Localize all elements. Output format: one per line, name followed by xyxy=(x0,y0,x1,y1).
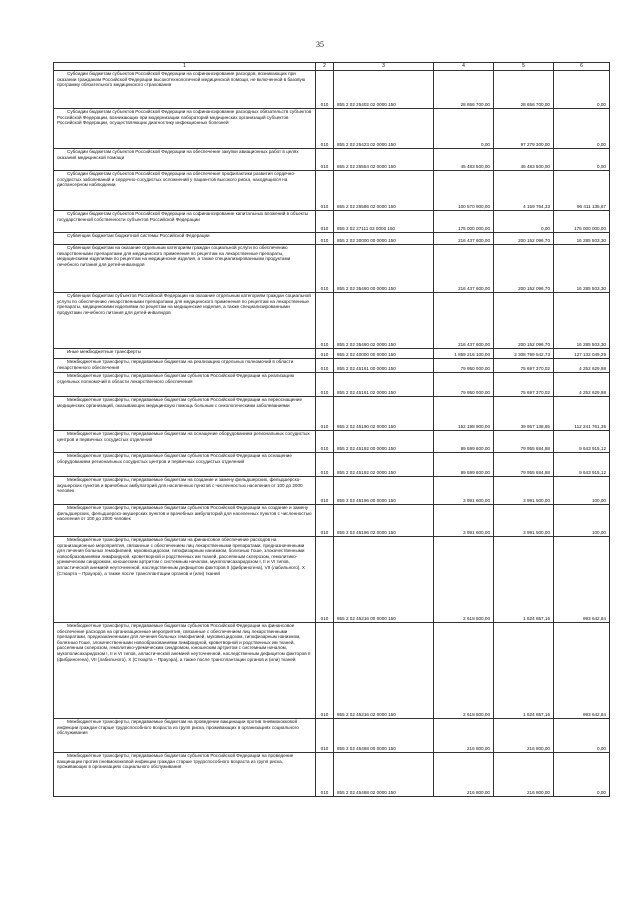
row-remainder-cell: 4 252 629,98 xyxy=(554,359,610,373)
row-plan-cell: 100 570 900,00 xyxy=(434,171,494,211)
row-plan-cell: 45 483 500,00 xyxy=(434,149,494,171)
row-code-cell: 010 xyxy=(316,211,334,233)
row-budget-code-cell: 855 2 02 30000 00 0000 150 xyxy=(334,233,434,245)
row-code-cell: 010 xyxy=(316,245,334,293)
row-code-cell: 010 xyxy=(316,149,334,171)
row-fact-cell: 75 697 370,02 xyxy=(494,373,554,397)
row-budget-code-cell: 855 2 02 45216 02 0000 150 xyxy=(334,623,434,719)
row-budget-code-cell: 855 2 02 25402 02 0000 150 xyxy=(334,71,434,109)
row-plan-cell: 216 800,00 xyxy=(434,753,494,797)
row-fact-cell: 39 957 138,65 xyxy=(494,397,554,431)
row-name-cell: Субвенции бюджетам на оказание отдельным категориям граждан социальной услуги по обеспечению лекарственными препаратами для медицинского применения по рецептам на лекарственные препараты, медицинскими изделиями по рецептам на медицинские изделия, а также специализированными продуктами лечебного питания для детей-инвалидов xyxy=(54,245,316,293)
table-row xyxy=(54,293,610,349)
row-name-cell: Межбюджетные трансферты, передаваемые бюджетам субъектов Российской Федерации на реализацию отдельных полномочий в области лекарственного обеспечения xyxy=(54,373,316,397)
row-plan-cell: 3 991 600,00 xyxy=(434,477,494,505)
header-row xyxy=(54,63,610,71)
row-remainder-cell: 16 285 503,30 xyxy=(554,233,610,245)
row-budget-code-cell: 855 2 02 45192 02 0000 150 xyxy=(334,453,434,477)
row-name-cell: Межбюджетные трансферты, передаваемые бюджетам субъектов Российской Федерации на оснащение оборудованием региональных сосудистых центров и первичных сосудистых отделений xyxy=(54,453,316,477)
row-name-cell: Межбюджетные трансферты, передаваемые бюджетам на проведение вакцинации против пневмококковой инфекции граждан старше трудоспособного возраста из групп риска, проживающих в организациях социального обслуживания xyxy=(54,719,316,753)
row-fact-cell: 79 955 684,88 xyxy=(494,431,554,453)
table-row xyxy=(54,537,610,623)
row-name-cell: Межбюджетные трансферты, передаваемые бюджетам на оснащение оборудованием региональных сосудистых центров и первичных сосудистых отделений xyxy=(54,431,316,453)
row-plan-cell: 0,00 xyxy=(434,109,494,149)
row-remainder-cell: 100,00 xyxy=(554,505,610,537)
row-code-cell: 010 xyxy=(316,349,334,359)
table-row xyxy=(54,349,610,359)
row-remainder-cell: 0,00 xyxy=(554,109,610,149)
row-name-cell: Межбюджетные трансферты, передаваемые бюджетам субъектов Российской Федерации на финансовое обеспечение расходов на организационные мероприятия, связанные с обеспечением лиц лекарственными препаратами, предназначенными для лечения больных гемофилией, муковисцидозом, гипофизарным нанизмом, болезнью Гоше, злокачественными новообразованиями лимфоидной, кроветворной и родственных им тканей, рассеянным склерозом, гемолитико-уремическим синдромом, юношеским артритом с системным началом, мукополисахаридозом I, II и VI типов, апластической анемией неуточненной, наследственным дефицитом факторов II (фибриногена), VII (лабильного), X (Стюарта – Прауэра), а также после трансплантации органов и (или) тканей xyxy=(54,623,316,719)
row-name-cell: Субсидии бюджетам субъектов Российской Федерации на софинансирование расходов, возникающих при оказании гражданам Российской Федерации высокотехнологичной медицинской помощи, не включенной в базовую программу обязательного медицинского страхования xyxy=(54,71,316,109)
row-budget-code-cell: 855 2 02 45468 00 0000 150 xyxy=(334,719,434,753)
row-remainder-cell: 993 642,84 xyxy=(554,623,610,719)
row-plan-cell: 79 950 000,00 xyxy=(434,359,494,373)
table-row xyxy=(54,397,610,431)
row-plan-cell: 3 991 600,00 xyxy=(434,505,494,537)
row-code-cell: 010 xyxy=(316,71,334,109)
row-name-cell: Межбюджетные трансферты, передаваемые бюджетам на реализацию отдельных полномочий в области лекарственного обеспечения xyxy=(54,359,316,373)
row-remainder-cell: 175 000 000,00 xyxy=(554,211,610,233)
row-code-cell: 010 xyxy=(316,453,334,477)
table-row xyxy=(54,373,610,397)
row-fact-cell: 4 159 764,33 xyxy=(494,171,554,211)
row-fact-cell: 1 624 857,16 xyxy=(494,537,554,623)
row-remainder-cell: 0,00 xyxy=(554,753,610,797)
row-plan-cell: 79 950 000,00 xyxy=(434,373,494,397)
row-fact-cell: 0,00 xyxy=(494,211,554,233)
row-budget-code-cell: 855 2 02 45196 00 0000 150 xyxy=(334,477,434,505)
row-code-cell: 010 xyxy=(316,623,334,719)
row-budget-code-cell: 855 2 02 45161 02 0000 150 xyxy=(334,373,434,397)
row-budget-code-cell: 855 2 02 45192 00 0000 150 xyxy=(334,431,434,453)
column-header: 4 xyxy=(434,63,494,71)
row-remainder-cell: 0,00 xyxy=(554,71,610,109)
row-budget-code-cell: 855 2 02 25423 02 0000 150 xyxy=(334,109,434,149)
row-budget-code-cell: 855 2 02 27111 02 0000 150 xyxy=(334,211,434,233)
row-code-cell: 010 xyxy=(316,397,334,431)
row-plan-cell: 216 800,00 xyxy=(434,719,494,753)
row-name-cell: Межбюджетные трансферты, передаваемые бюджетам субъектов Российской Федерации на создание и замену фельдшерских, фельдшерско-акушерских пунктов и врачебных амбулаторий для населенных пунктов с численностью населения от 100 до 2000 человек xyxy=(54,505,316,537)
row-name-cell: Межбюджетные трансферты, передаваемые бюджетам на финансовое обеспечение расходов на организационные мероприятия, связанные с обеспечением лиц лекарственными препаратами, предназначенными для лечения больных гемофилией, муковисцидозом, гипофизарным нанизмом, болезнью Гоше, злокачественными новообразованиями лимфоидной, кроветворной и родственных им тканей, рассеянным склерозом, гемолитико-уремическим синдромом, юношеским артритом с системным началом, мукополисахаридозом I, II и VI типов, апластической анемией неуточненной, наследственным дефицитом факторов II (фибриногена), VII (лабильного), X (Стюарта – Прауэра), а также после трансплантации органов и (или) тканей xyxy=(54,537,316,623)
row-plan-cell: 2 618 500,00 xyxy=(434,623,494,719)
row-code-cell: 010 xyxy=(316,373,334,397)
row-remainder-cell: 0,00 xyxy=(554,149,610,171)
row-fact-cell: 28 656 700,00 xyxy=(494,71,554,109)
row-fact-cell: 97 279 300,00 xyxy=(494,109,554,149)
row-plan-cell: 175 000 000,00 xyxy=(434,211,494,233)
row-remainder-cell: 127 132 049,29 xyxy=(554,349,610,359)
column-header: 6 xyxy=(554,63,610,71)
row-budget-code-cell: 855 2 02 45468 02 0000 150 xyxy=(334,753,434,797)
row-budget-code-cell: 855 2 02 45161 00 0000 150 xyxy=(334,359,434,373)
table-row xyxy=(54,453,610,477)
column-header: 2 xyxy=(316,63,334,71)
row-remainder-cell: 16 285 503,30 xyxy=(554,245,610,293)
row-plan-cell: 28 656 700,00 xyxy=(434,71,494,109)
row-code-cell: 010 xyxy=(316,753,334,797)
row-code-cell: 010 xyxy=(316,359,334,373)
row-budget-code-cell: 855 2 02 45196 02 0000 150 xyxy=(334,505,434,537)
row-name-cell: Субсидии бюджетам субъектов Российской Федерации на обеспечение закупки авиационных работ в целях оказания медицинской помощи xyxy=(54,149,316,171)
table-row xyxy=(54,753,610,797)
row-code-cell: 010 xyxy=(316,109,334,149)
row-code-cell: 010 xyxy=(316,293,334,349)
row-budget-code-cell: 855 2 02 25554 02 0000 150 xyxy=(334,149,434,171)
row-plan-cell: 152 198 900,00 xyxy=(434,397,494,431)
row-code-cell: 010 xyxy=(316,505,334,537)
row-budget-code-cell: 855 2 02 25586 02 0000 150 xyxy=(334,171,434,211)
page-number: 35 xyxy=(316,40,324,49)
row-code-cell: 010 xyxy=(316,431,334,453)
table-row xyxy=(54,245,610,293)
row-code-cell: 010 xyxy=(316,537,334,623)
row-remainder-cell: 112 241 761,35 xyxy=(554,397,610,431)
row-remainder-cell: 100,00 xyxy=(554,477,610,505)
row-name-cell: Иные межбюджетные трансферты xyxy=(54,349,316,359)
row-code-cell: 010 xyxy=(316,477,334,505)
table-row xyxy=(54,505,610,537)
row-remainder-cell: 0,00 xyxy=(554,719,610,753)
table-row xyxy=(54,719,610,753)
row-name-cell: Субсидии бюджетам субъектов Российской Федерации на софинансирование капитальных вложений в объекты государственной собственности субъектов Российской Федерации xyxy=(54,211,316,233)
row-name-cell: Субвенции бюджетам бюджетной системы Российской Федерации xyxy=(54,233,316,245)
row-plan-cell: 2 618 500,00 xyxy=(434,537,494,623)
row-plan-cell: 1 859 216 100,00 xyxy=(434,349,494,359)
row-fact-cell: 2 308 799 542,73 xyxy=(494,349,554,359)
row-fact-cell: 79 955 684,88 xyxy=(494,453,554,477)
row-remainder-cell: 9 643 915,12 xyxy=(554,431,610,453)
table-row xyxy=(54,431,610,453)
table-row xyxy=(54,477,610,505)
budget-table xyxy=(53,62,610,797)
row-plan-cell: 216 437 600,00 xyxy=(434,233,494,245)
row-budget-code-cell: 855 2 02 40000 00 0000 150 xyxy=(334,349,434,359)
row-remainder-cell: 96 411 135,67 xyxy=(554,171,610,211)
table-row xyxy=(54,109,610,149)
row-plan-cell: 89 599 600,00 xyxy=(434,453,494,477)
row-name-cell: Межбюджетные трансферты, передаваемые бюджетам субъектов Российской Федерации на проведение вакцинации против пневмококковой инфекции граждан старше трудоспособного возраста из групп риска, проживающих в организациях социального обслуживания xyxy=(54,753,316,797)
row-plan-cell: 216 437 600,00 xyxy=(434,245,494,293)
table-row xyxy=(54,211,610,233)
table-row xyxy=(54,233,610,245)
table-row xyxy=(54,149,610,171)
row-name-cell: Субсидии бюджетам субъектов Российской Федерации на обеспечение профилактики развития сердечно-сосудистых заболеваний и сердечно-сосудистых осложнений у пациентов высокого риска, находящихся на диспансерном наблюдении xyxy=(54,171,316,211)
row-code-cell: 010 xyxy=(316,719,334,753)
row-code-cell: 010 xyxy=(316,171,334,211)
row-name-cell: Субвенции бюджетам субъектов Российской Федерации на оказание отдельным категориям граждан социальной услуги по обеспечению лекарственными препаратами для медицинского применения по рецептам на лекарственные препараты, медицинскими изделиями по рецептам на медицинские изделия, а также специализированными продуктами лечебного питания для детей-инвалидов xyxy=(54,293,316,349)
row-fact-cell: 216 800,00 xyxy=(494,719,554,753)
row-name-cell: Межбюджетные трансферты, передаваемые бюджетам на создание и замену фельдшерских, фельдшерско-акушерских пунктов и врачебных амбулаторий для населенных пунктов с численностью населения от 100 до 2000 человек xyxy=(54,477,316,505)
row-remainder-cell: 993 642,84 xyxy=(554,537,610,623)
row-budget-code-cell: 855 2 02 45216 00 0000 150 xyxy=(334,537,434,623)
row-plan-cell: 216 437 600,00 xyxy=(434,293,494,349)
row-fact-cell: 200 152 096,70 xyxy=(494,233,554,245)
table-row xyxy=(54,171,610,211)
table-row xyxy=(54,623,610,719)
row-plan-cell: 89 599 600,00 xyxy=(434,431,494,453)
table-row xyxy=(54,71,610,109)
row-fact-cell: 45 483 500,00 xyxy=(494,149,554,171)
row-code-cell: 010 xyxy=(316,233,334,245)
row-fact-cell: 3 991 500,00 xyxy=(494,477,554,505)
column-header: 5 xyxy=(494,63,554,71)
row-remainder-cell: 16 285 503,30 xyxy=(554,293,610,349)
column-header: 3 xyxy=(334,63,434,71)
row-budget-code-cell: 855 2 02 35460 00 0000 150 xyxy=(334,245,434,293)
row-fact-cell: 75 697 370,02 xyxy=(494,359,554,373)
row-remainder-cell: 9 643 915,12 xyxy=(554,453,610,477)
row-budget-code-cell: 855 2 02 45190 02 0000 150 xyxy=(334,397,434,431)
row-fact-cell: 3 991 500,00 xyxy=(494,505,554,537)
row-name-cell: Межбюджетные трансферты, передаваемые бюджетам субъектов Российской Федерации на переоснащение медицинских организаций, оказывающих медицинскую помощь больным с онкологическими заболеваниями xyxy=(54,397,316,431)
table-row xyxy=(54,359,610,373)
row-fact-cell: 1 624 857,16 xyxy=(494,623,554,719)
row-remainder-cell: 4 252 629,98 xyxy=(554,373,610,397)
row-fact-cell: 200 152 096,70 xyxy=(494,293,554,349)
row-budget-code-cell: 855 2 02 35460 02 0000 150 xyxy=(334,293,434,349)
row-fact-cell: 200 152 096,70 xyxy=(494,245,554,293)
row-name-cell: Субсидии бюджетам субъектов Российской Федерации на софинансирование расходных обязательств субъектов Российской Федерации, возникающих при модернизации лабораторий медицинских организаций субъектов Российской Федерации, осуществляющих диагностику инфекционных болезней xyxy=(54,109,316,149)
column-header: 1 xyxy=(54,63,316,71)
row-fact-cell: 216 800,00 xyxy=(494,753,554,797)
